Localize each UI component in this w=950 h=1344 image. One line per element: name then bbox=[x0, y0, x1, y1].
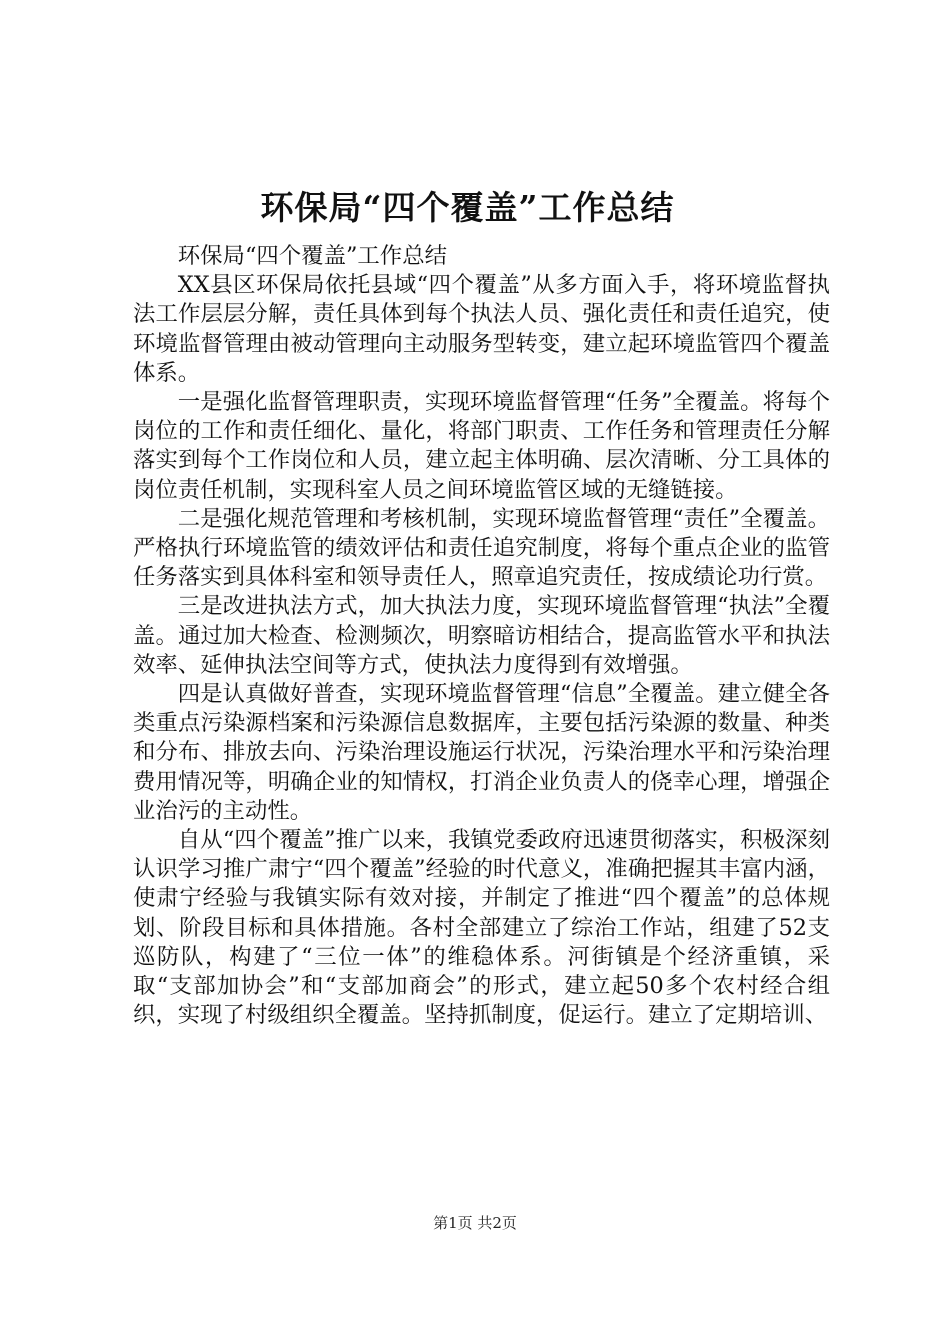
paragraph-enforcement-coverage: 三是改进执法方式，加大执法力度，实现环境监督管理“执法”全覆盖。通过加大检查、检测频次，明察暗访相结合，提高监管水平和执法效率、延伸执法空间等方式，使执法力度得到有效增强。 bbox=[133, 593, 830, 678]
document-body bbox=[133, 242, 830, 1030]
paragraph-subtitle: 环保局“四个覆盖”工作总结 bbox=[177, 243, 447, 269]
document-title: 环保局“四个覆盖”工作总结 bbox=[260, 188, 675, 227]
paragraph-information-coverage: 四是认真做好普查，实现环境监督管理“信息”全覆盖。建立健全各类重点污染源档案和污染源信息数据库，主要包括污染源的数量、种类和分布、排放去向、污染治理设施运行状况，污染治理水平和污染治理费用情况等，明确企业的知情权，打消企业负责人的侥幸心理，增强企业治污的主动性。 bbox=[133, 681, 830, 824]
page-footer: 第1页 共2页 bbox=[433, 1214, 517, 1232]
paragraph-intro: XX县区环保局依托县域“四个覆盖”从多方面入手，将环境监督执法工作层层分解，责任具体到每个执法人员、强化责任和责任追究，使环境监督管理由被动管理向主动服务型转变，建立起环境监管四个覆盖体系。 bbox=[133, 272, 830, 386]
paragraph-task-coverage: 一是强化监督管理职责，实现环境监督管理“任务”全覆盖。将每个岗位的工作和责任细化、量化，将部门职责、工作任务和管理责任分解落实到每个工作岗位和人员，建立起主体明确、层次清晰、分工具体的岗位责任机制，实现科室人员之间环境监管区域的无缝链接。 bbox=[133, 389, 830, 503]
paragraph-responsibility-coverage: 二是强化规范管理和考核机制，实现环境监督管理“责任”全覆盖。严格执行环境监管的绩效评估和责任追究制度，将每个重点企业的监管任务落实到具体科室和领导责任人，照章追究责任，按成绩论功行赏。 bbox=[133, 505, 830, 591]
paragraph-town-implementation: 自从“四个覆盖”推广以来，我镇党委政府迅速贯彻落实，积极深刻认识学习推广肃宁“四个覆盖”经验的时代意义，准确把握其丰富内涵，使肃宁经验与我镇实际有效对接，并制定了推进“四个覆盖”的总体规划、阶段目标和具体措施。各村全部建立了综治工作站，组建了52支巡防队，构建了“三位一体”的维稳体系。河街镇是个经济重镇，采取“支部加协会”和“支部加商会”的形式，建立起50多个农村经合组织，实现了村级组织全覆盖。坚持抓制度，促运行。建立了定期培训、 bbox=[133, 827, 830, 1029]
